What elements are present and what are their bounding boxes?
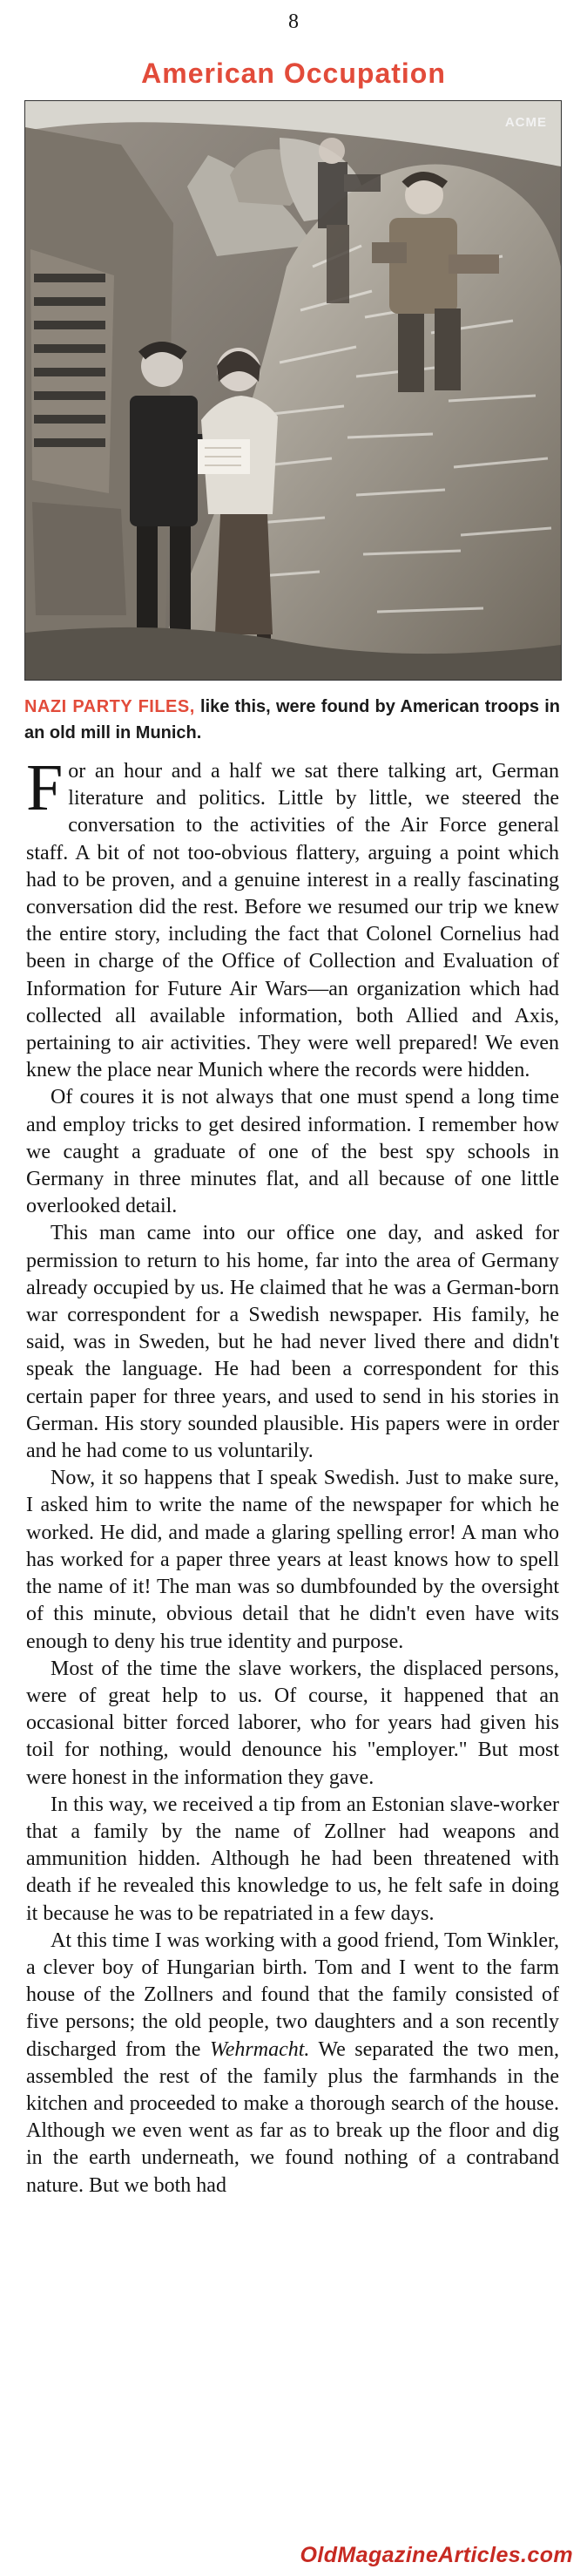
article-paragraph-1-text: or an hour and a half we sat there talking art, German literature and politics. Little by little, we steered the conversation to the activities of the Air Force general staff. A bit of not too-obvious flattery, arguing a point which had to be proven, and a genuine interest in a really fascinating conversation did the rest. Before we resumed our trip we knew the entire story, including the fact that Colonel Cornelius had been in charge of the Office of Collection and Evaluation of Information for Future Air Wars—an organization which had collected all available information, both Allied and Axis, pertaining to air activities. They were well prepared! We even knew the place near Munich where the records were hidden. — [26, 760, 559, 1082]
article-paragraph-4: Now, it so happens that I speak Swedish. Just to make sure, I asked him to write the name of the newspaper for which he worked. He did, and made a glaring spelling error! A man who has worked for a paper three years at least knows how to spell the name of it! The man was so dumbfounded by the oversight of this minute, obvious detail that he didn't even have wits enough to deny his true identity and purpose. — [26, 1467, 559, 1653]
photo-caption — [24, 694, 560, 746]
article-paragraph-5: Most of the time the slave workers, the displaced persons, were of great help to us. Of course, it happened that an occasional bitter forced laborer, who for years had given his toil for nothing, would denounce his "employer." But most were honest in the information they gave. — [26, 1657, 559, 1789]
article-body — [26, 751, 560, 2200]
article-paragraph-7 — [26, 1928, 559, 2200]
caption-highlight: NAZI PARTY FILES, — [24, 697, 195, 716]
article-paragraph-7-italic: Wehrmacht. — [209, 2037, 310, 2061]
article-paragraph-1 — [26, 751, 559, 1084]
page-number: 8 — [288, 10, 299, 33]
article-paragraph-3: This man came into our office one day, and asked for permission to return to his home, far into the area of Germany already occupied by us. He claimed that he was a German-born war correspondent for a Swedish newspaper. His family, he said, was in Sweden, but he had never lived there and didn't speak the language. He had been a correspondent for this certain paper for three years, and used to send in his stories in German. His story sounded plausible. His papers were in order and he had come to us voluntarily. — [26, 1222, 559, 1463]
section-title: American Occupation — [141, 58, 446, 89]
archive-photo — [24, 100, 562, 681]
site-watermark: OldMagazineArticles.com — [300, 2543, 573, 2567]
article-paragraph-7-after: We separated the two men, assembled the rest of the family plus the farmhands in the kitchen and proceeded to make a thorough search of the house. Although we even went as far as to break up the floor and dig in the earth underneath, we found nothing of a contraband nature. But we both had — [26, 2037, 560, 2197]
article-paragraph-2: Of coures it is not always that one must spend a long time and employ tricks to get desired information. I remember how we caught a graduate of one of the best spy schools in Germany in three minutes flat, and all because of one little overlooked detail. — [26, 1086, 559, 1218]
photo-credit: ACME — [504, 115, 547, 130]
article-paragraph-7-before: At this time I was working with a good friend, Tom Winkler, a clever boy of Hungarian birth. Tom and I went to the farm house of the Zollners and found that the family consisted of five persons; the old people, two daughters and a son recently discharged from the — [26, 1929, 559, 2061]
caption-text: like this, were found by American troops in an old mill in Munich. — [24, 697, 560, 742]
drop-cap: F — [26, 751, 64, 824]
article-paragraph-6: In this way, we received a tip from an Estonian slave-worker that a family by the name of Zollner had weapons and ammunition hidden. Although he had been threatened with death if he revealed this knowledge to us, he felt safe in doing it because he was to be repatriated in a few days. — [26, 1793, 559, 1925]
photo-illustration — [25, 101, 561, 680]
